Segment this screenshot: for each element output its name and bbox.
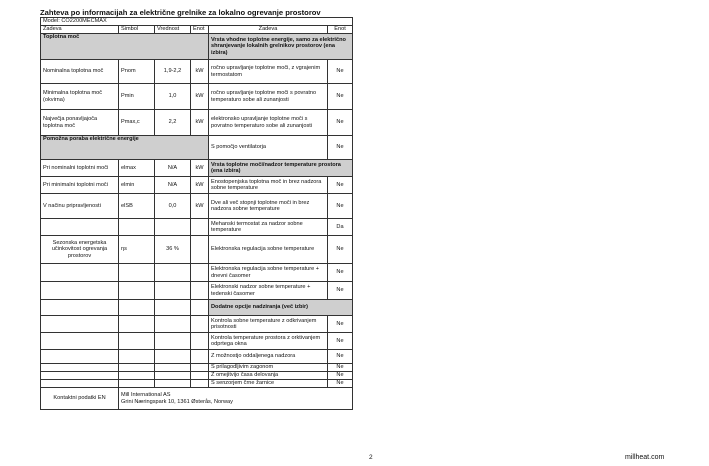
row-value-right: Ne [328, 264, 353, 282]
row-unit: kW [191, 60, 209, 84]
row-symbol: Pnom [119, 60, 155, 84]
row-label-right: Kontrola sobne temperature z odkrivanjem prisotnosti [209, 316, 328, 333]
row-label-right: ročno upravljanje toplotne moči s povratno temperaturo sobe ali zunanjosti [209, 84, 328, 110]
row-value-right: Ne [328, 380, 353, 388]
row-label: Pri minimalni toplotni moči [41, 177, 119, 194]
row-value-right: Ne [328, 177, 353, 194]
row-value-right: Ne [328, 194, 353, 219]
row-symbol: Pmin [119, 84, 155, 110]
row-label-right: Z omejitvijo časa delovanja [209, 372, 328, 380]
header-zadeva: Zadeva [41, 26, 119, 34]
header-enot: Enot [191, 26, 209, 34]
row-symbol: elmin [119, 177, 155, 194]
row-label-right: S senzorjem črne žarnice [209, 380, 328, 388]
row-value: 36 % [155, 236, 191, 264]
contact-address: Grini Næringspark 10, 1361 Østerås, Norway [121, 398, 233, 405]
row-label: V načinu pripravljenosti [41, 194, 119, 219]
row-value-right: Da [328, 219, 353, 236]
row-value-right: Ne [328, 136, 353, 160]
row-label-right: Elektronska regulacija sobne temperature [209, 236, 328, 264]
row-value-right: Ne [328, 372, 353, 380]
row-value-right: Ne [328, 282, 353, 300]
footer-website: millheat.com [625, 454, 665, 461]
row-value: 1,0 [155, 84, 191, 110]
row-unit: kW [191, 177, 209, 194]
row-value: 0,0 [155, 194, 191, 219]
header-enot-right: Enot [328, 26, 353, 34]
row-label: Nominalna toplotna moč [41, 60, 119, 84]
row-value-right: Ne [328, 84, 353, 110]
document-title: Zahteva po informacijah za električne grelnike za lokalno ogrevanje prostorov [40, 8, 321, 17]
row-label-right: Z možnostjo oddaljenega nadzora [209, 350, 328, 364]
row-label-right: S prilagodljivim zagonom [209, 364, 328, 372]
model-label: Model: CO2200MECMAX [41, 18, 353, 26]
row-unit: kW [191, 194, 209, 219]
row-label-right: ročno upravljanje toplotne moči, z vgrajenim termostatom [209, 60, 328, 84]
section-heat-output: Toplotna moč [41, 34, 209, 60]
spec-table [40, 17, 353, 410]
row-symbol: elmax [119, 160, 155, 177]
row-unit: kW [191, 160, 209, 177]
spec-document [40, 8, 352, 410]
row-label: Največja ponavljajoča toplotna moč [41, 110, 119, 136]
section-storage-input: Vrsta vhodne toplotne energije, samo za električno shranjevanje lokalnih grelnikov prostorov (ena izbira) [209, 34, 353, 60]
row-value-right: Ne [328, 364, 353, 372]
header-zadeva-right: Zadeva [209, 26, 328, 34]
row-label-right: Elektronska regulacija sobne temperature + dnevni časomer [209, 264, 328, 282]
row-unit: kW [191, 110, 209, 136]
row-unit: kW [191, 84, 209, 110]
contact-company: Mill International AS [121, 392, 171, 399]
section-aux-consumption: Pomožna poraba električne energije [41, 136, 209, 160]
row-label: Minimalna toplotna moč (okvirna) [41, 84, 119, 110]
row-value-right: Ne [328, 110, 353, 136]
section-control-type: Vrsta toplotne moči/nadzor temperature prostora (ena izbira) [209, 160, 353, 177]
row-label-right: Kontrola temperature prostora z orktivanjem odprtega okna [209, 333, 328, 350]
contact-details [119, 388, 353, 410]
row-value-right: Ne [328, 60, 353, 84]
row-label: Pri nominalni toplotni moči [41, 160, 119, 177]
row-label: Sezonska energetska učinkovitost ogrevanja prostorov [41, 236, 119, 264]
row-label-right: elektronsko upravljanje toplotne moči s povratno temperaturo sobe ali zunanjosti [209, 110, 328, 136]
row-value: 2,2 [155, 110, 191, 136]
row-value-right: Ne [328, 333, 353, 350]
row-value-right: Ne [328, 236, 353, 264]
row-value: N/A [155, 177, 191, 194]
header-simbol: Simbol [119, 26, 155, 34]
row-value-right: Ne [328, 316, 353, 333]
row-label-right: Dve ali več stopnji toplotne moči in brez nadzora sobne temperature [209, 194, 328, 219]
row-value-right: Ne [328, 350, 353, 364]
section-extra-options: Dodatne opcije nadziranja (več izbir) [209, 300, 353, 316]
row-label-right: S pomočjo ventilatorja [209, 136, 328, 160]
page-number: 2 [369, 454, 373, 461]
header-vrednost: Vrednost [155, 26, 191, 34]
contact-label: Kontaktni podatki EN [41, 388, 119, 410]
row-label-right: Elektronski nadzor sobne temperature + tedenski časomer [209, 282, 328, 300]
row-symbol: elSB [119, 194, 155, 219]
row-label-right: Enostopenjska toplotna moč in brez nadzora sobne temperature [209, 177, 328, 194]
row-label-right: Mehanski termostat za nadzor sobne temperature [209, 219, 328, 236]
row-value: 1,9-2,2 [155, 60, 191, 84]
row-symbol: ηs [119, 236, 155, 264]
row-symbol: Pmax,c [119, 110, 155, 136]
row-value: N/A [155, 160, 191, 177]
